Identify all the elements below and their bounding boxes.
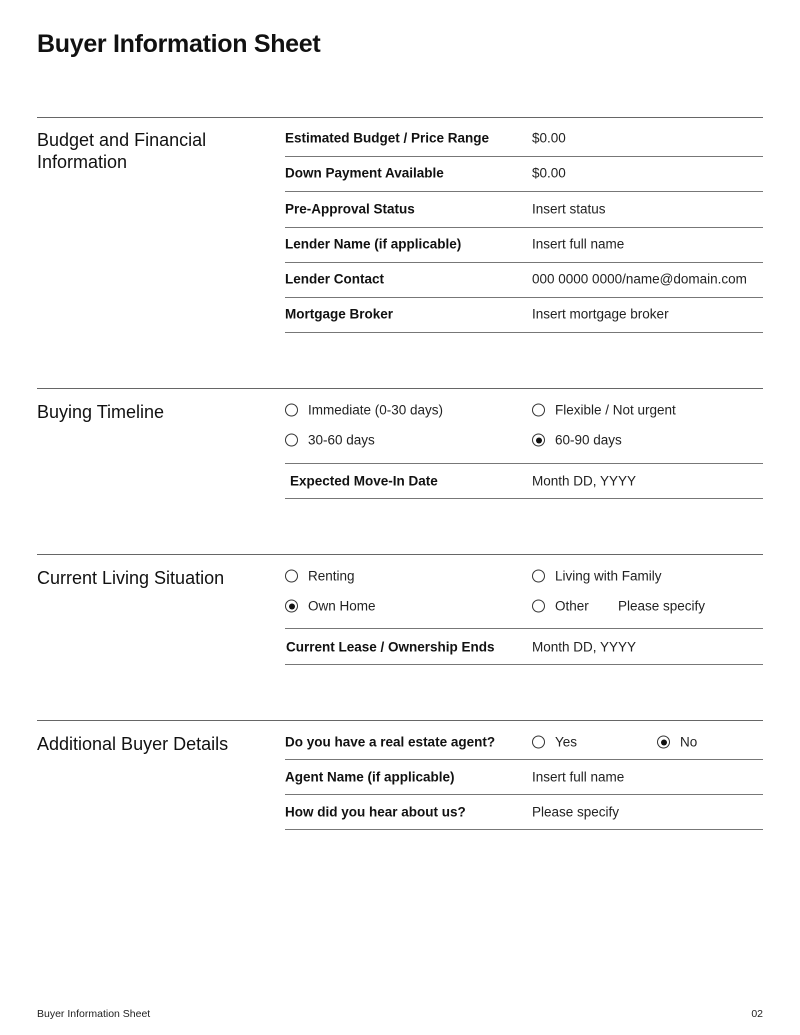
- option-label: Living with Family: [555, 568, 662, 584]
- field-label: Estimated Budget / Price Range: [285, 130, 490, 146]
- radio-checked-icon[interactable]: [532, 434, 545, 447]
- living-option[interactable]: [532, 599, 589, 614]
- timeline-option[interactable]: [285, 433, 375, 448]
- option-label: 30-60 days: [308, 432, 375, 448]
- agent-option[interactable]: [532, 735, 577, 750]
- row-divider: [285, 498, 763, 499]
- row-divider: [285, 227, 763, 228]
- field-value[interactable]: $0.00: [532, 165, 566, 181]
- page-title: Buyer Information Sheet: [37, 30, 321, 58]
- radio-unchecked-icon[interactable]: [285, 434, 298, 447]
- row-divider: [285, 191, 763, 192]
- living-option[interactable]: [532, 569, 662, 584]
- section-title-additional: Additional Buyer Details: [37, 734, 229, 754]
- radio-unchecked-icon[interactable]: [285, 404, 298, 417]
- row-divider: [285, 759, 763, 760]
- row-divider: [285, 156, 763, 157]
- living-option[interactable]: [285, 569, 355, 584]
- row-divider: [285, 628, 763, 629]
- section-divider: [37, 720, 763, 721]
- lease-end-field[interactable]: Month DD, YYYY: [532, 639, 637, 655]
- timeline-option[interactable]: [532, 433, 622, 448]
- radio-unchecked-icon[interactable]: [532, 736, 545, 749]
- move-in-date-field[interactable]: Month DD, YYYY: [532, 473, 637, 489]
- field-label: Down Payment Available: [285, 165, 444, 181]
- field-value[interactable]: Insert status: [532, 201, 606, 217]
- agent-option[interactable]: [657, 735, 697, 750]
- field-value[interactable]: Insert full name: [532, 236, 625, 252]
- field-label: Pre-Approval Status: [285, 201, 415, 217]
- timeline-option[interactable]: [285, 403, 443, 418]
- section-divider: [37, 554, 763, 555]
- field-label: Agent Name (if applicable): [285, 769, 455, 785]
- field-label: Expected Move-In Date: [290, 473, 438, 489]
- row-divider: [285, 829, 763, 830]
- field-label: Current Lease / Ownership Ends: [286, 639, 495, 655]
- option-label: Immediate (0-30 days): [308, 402, 444, 418]
- radio-unchecked-icon[interactable]: [532, 404, 545, 417]
- option-label: Flexible / Not urgent: [555, 402, 676, 418]
- page-number: 02: [751, 1008, 763, 1020]
- field-label: Do you have a real estate agent?: [285, 734, 496, 750]
- field-value[interactable]: 000 0000 0000/name@domain.com: [532, 271, 747, 287]
- field-value[interactable]: Insert full name: [532, 769, 625, 785]
- radio-unchecked-icon[interactable]: [532, 600, 545, 613]
- radio-checked-icon[interactable]: [285, 600, 298, 613]
- field-label: Mortgage Broker: [285, 306, 394, 322]
- radio-checked-icon[interactable]: [657, 736, 670, 749]
- section-title-budget: Budget and Financial Information: [37, 130, 207, 172]
- section-title-timeline: Buying Timeline: [37, 402, 165, 422]
- other-specify-field[interactable]: Please specify: [618, 598, 706, 614]
- section-divider: [37, 388, 763, 389]
- row-divider: [285, 664, 763, 665]
- row-divider: [285, 463, 763, 464]
- option-label: Own Home: [308, 598, 376, 614]
- option-label: Other: [555, 598, 589, 614]
- field-label: How did you hear about us?: [285, 804, 466, 820]
- row-divider: [285, 297, 763, 298]
- field-value[interactable]: $0.00: [532, 130, 566, 146]
- living-option[interactable]: [285, 599, 376, 614]
- option-label: Renting: [308, 568, 355, 584]
- field-value[interactable]: Please specify: [532, 804, 620, 820]
- field-label: Lender Contact: [285, 271, 385, 287]
- option-label: 60-90 days: [555, 432, 622, 448]
- section-title-living: Current Living Situation: [37, 568, 225, 588]
- field-label: Lender Name (if applicable): [285, 236, 462, 252]
- option-label: Yes: [555, 734, 578, 750]
- radio-unchecked-icon[interactable]: [532, 570, 545, 583]
- row-divider: [285, 332, 763, 333]
- row-divider: [285, 262, 763, 263]
- section-divider: [37, 117, 763, 118]
- option-label: No: [680, 734, 698, 750]
- footer-title: Buyer Information Sheet: [37, 1008, 151, 1020]
- field-value[interactable]: Insert mortgage broker: [532, 306, 669, 322]
- row-divider: [285, 794, 763, 795]
- timeline-option[interactable]: [532, 403, 676, 418]
- radio-unchecked-icon[interactable]: [285, 570, 298, 583]
